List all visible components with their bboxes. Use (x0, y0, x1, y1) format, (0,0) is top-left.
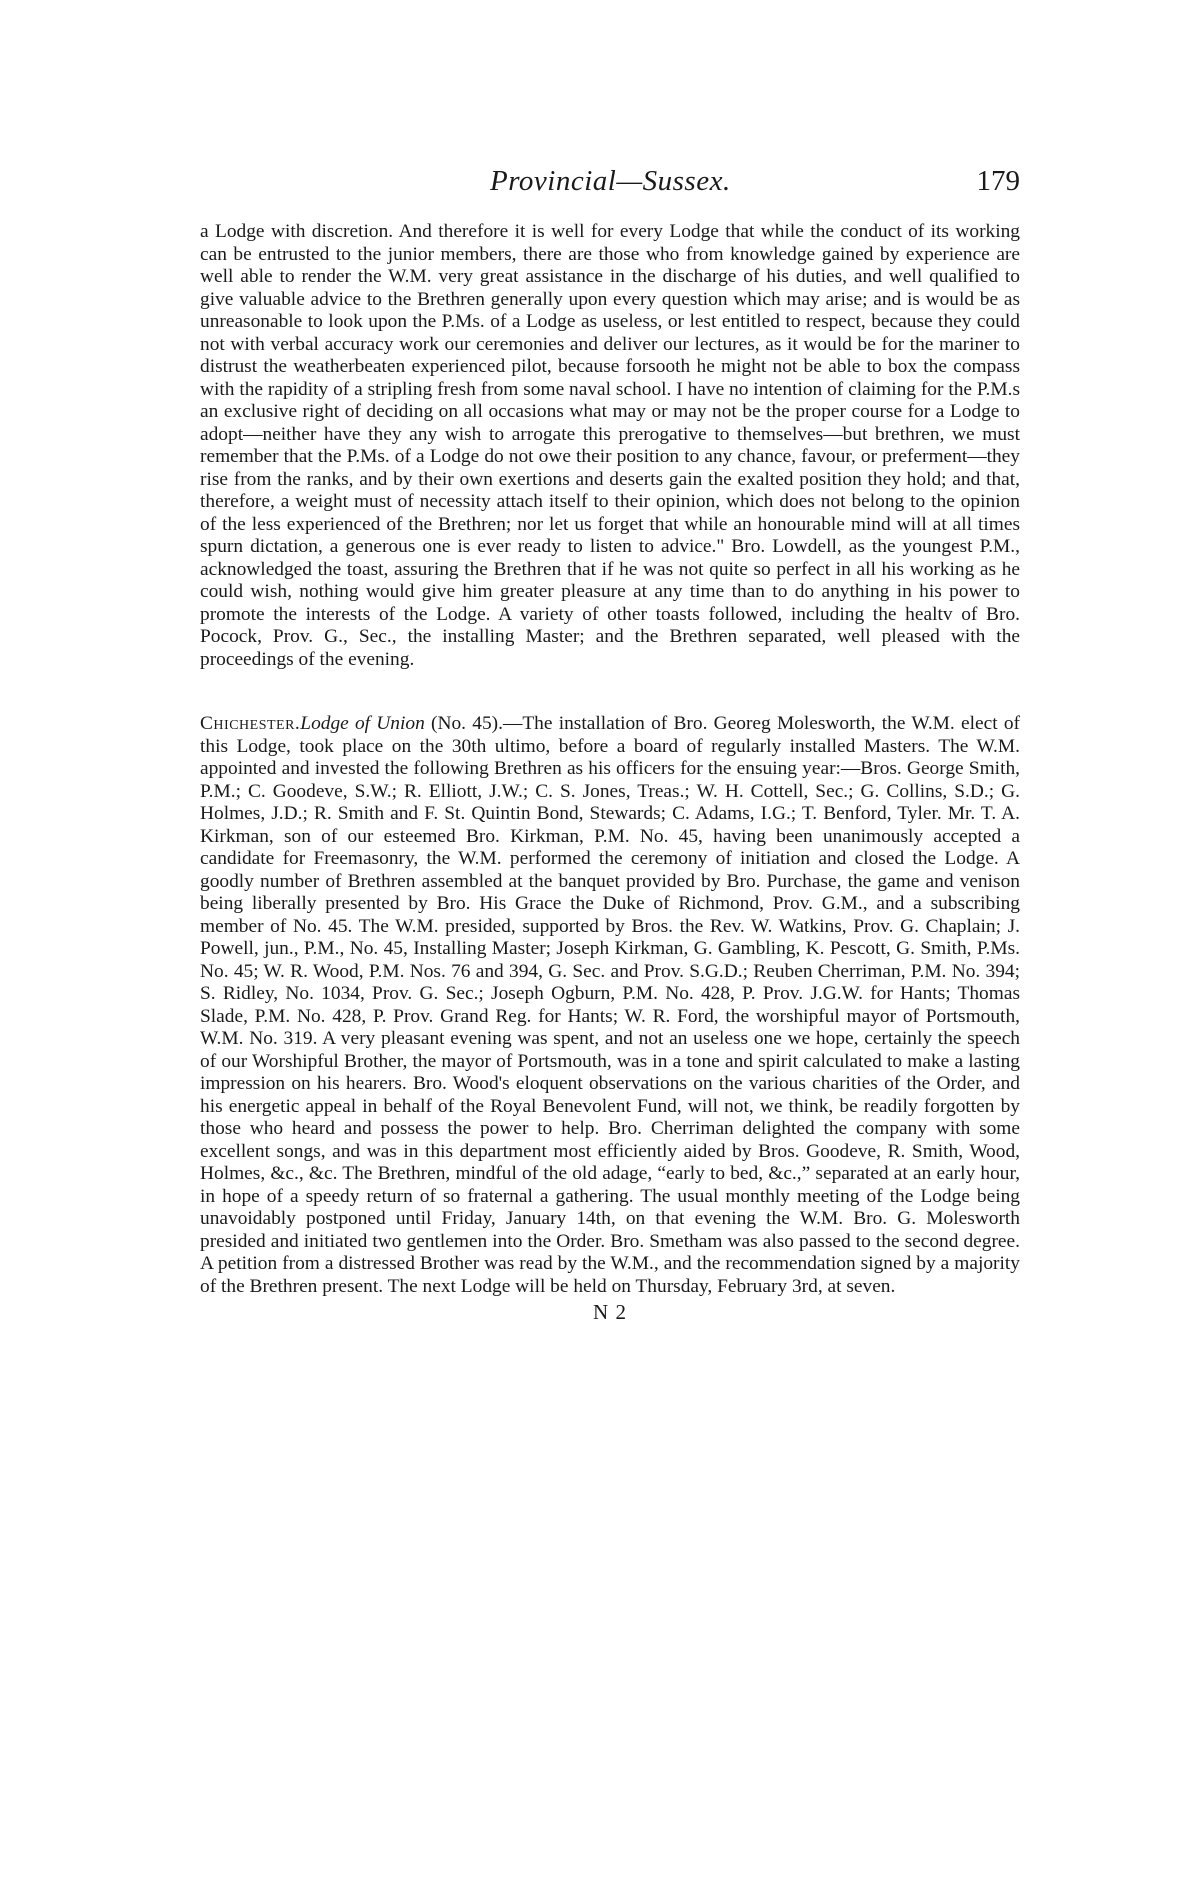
paragraph-chichester-report (200, 713, 1020, 1298)
page-number: 179 (976, 165, 1020, 197)
running-title: Provincial—Sussex. (490, 165, 731, 197)
signature-mark: N 2 (593, 1300, 627, 1324)
document-page (200, 165, 1020, 1885)
running-head (200, 165, 1020, 205)
report-text: (No. 45).—The installation of Bro. Georeg Molesworth, the W.M. elect of this Lodge, took place on the 30th ultimo, before a board of regularly installed Masters. The W.M. appointed and invested the following Brethren as his officers for the ensuing year:—Bros. George Smith, P.M.; C. Goodeve, S.W.; R. Elliott, J.W.; C. S. Jones, Treas.; W. H. Cottell, Sec.; G. Collins, S.D.; G. Holmes, J.D.; R. Smith and F. St. Quintin Bond, Stewards; C. Adams, I.G.; T. Benford, Tyler. Mr. T. A. Kirkman, son of our esteemed Bro. Kirkman, P.M. No. 45, having been unanimously accepted a candidate for Freemasonry, the W.M. performed the ceremony of initiation and closed the Lodge. A goodly number of Brethren assembled at the banquet provided by Bro. Purchase, the game and venison being liberally presented by Bro. His Grace the Duke of Richmond, Prov. G.M., and a subscribing member of No. 45. The W.M. presided, supported by Bros. the Rev. W. Watkins, Prov. G. Chaplain; J. Powell, jun., P.M., No. 45, Installing Master; Joseph Kirkman, G. Gambling, K. Pescott, G. Smith, P.Ms. No. 45; W. R. Wood, P.M. Nos. 76 and 394, G. Sec. and Prov. S.G.D.; Reuben Cherriman, P.M. No. 394; S. Ridley, No. 1034, Prov. G. Sec.; Joseph Ogburn, P.M. No. 428, P. Prov. J.G.W. for Hants; Thomas Slade, P.M. No. 428, P. Prov. Grand Reg. for Hants; W. R. Ford, the worshipful mayor of Portsmouth, W.M. No. 319. A very pleasant evening was spent, and not an useless one we hope, certainly the speech of our Worshipful Brother, the mayor of Portsmouth, was in a tone and spirit calculated to make a lasting impression on his hearers. Bro. Wood's eloquent observations on the various charities of the Order, and his energetic appeal in behalf of the Royal Benevolent Fund, will not, we think, be readily forgotten by those who heard and possess the power to help. Bro. Cherriman delighted the company with some excellent songs, and was in this department most efficiently aided by Bros. Goodeve, R. Smith, Wood, Holmes, &c., &c. The Brethren, mindful of the old adage, “early to bed, &c.,” separated at an early hour, in hope of a speedy return of so fraternal a gathering. The usual monthly meeting of the Lodge being unavoidably postponed until Friday, January 14th, on that evening the W.M. Bro. G. Molesworth presided and initiated two gentlemen into the Order. Bro. Smetham was also passed to the second degree. A petition from a distressed Brother was read by the W.M., and the recommendation signed by a majority of the Brethren present. The next Lodge will be held on Thursday, February 3rd, at seven. (200, 713, 1020, 1297)
place-name: Chichester. (200, 713, 301, 734)
lodge-name: Lodge of Union (300, 713, 425, 734)
paragraph-continuation: a Lodge with discretion. And therefore it is well for every Lodge that while the conduct of its working can be entrusted to the junior members, there are those who from knowledge gained by experience are well able to render the W.M. very great assistance in the discharge of his duties, and well qualified to give valuable advice to the Brethren generally upon every question which may arise; and is would be as unreasonable to look upon the P.Ms. of a Lodge as useless, or lest entitled to respect, because they could not with verbal accuracy work our ceremonies and deliver our lectures, as it would be for the mariner to distrust the weatherbeaten experienced pilot, because forsooth he might not be able to box the compass with the rapidity of a stripling fresh from some naval school. I have no intention of claiming for the P.M.s an exclusive right of deciding on all occasions what may or may not be the proper course for a Lodge to adopt—neither have they any wish to arrogate this prerogative to themselves—but brethren, we must remember that the P.Ms. of a Lodge do not owe their position to any chance, favour, or preferment—they rise from the ranks, and by their own exertions and deserts gain the exalted position they hold; and that, therefore, a weight must of necessity attach itself to their opinion, which does not belong to the opinion of the less experienced of the Brethren; nor let us forget that while an honourable mind will at all times spurn dictation, a generous one is ever ready to listen to advice." Bro. Lowdell, as the youngest P.M., acknowledged the toast, assuring the Brethren that if he was not quite so perfect in all his working as he could wish, nothing would give him greater pleasure at any time than to do anything in his power to promote the interests of the Lodge. A variety of other toasts followed, including the healtv of Bro. Pocock, Prov. G., Sec., the installing Master; and the Brethren separated, well pleased with the proceedings of the evening. (200, 221, 1020, 670)
